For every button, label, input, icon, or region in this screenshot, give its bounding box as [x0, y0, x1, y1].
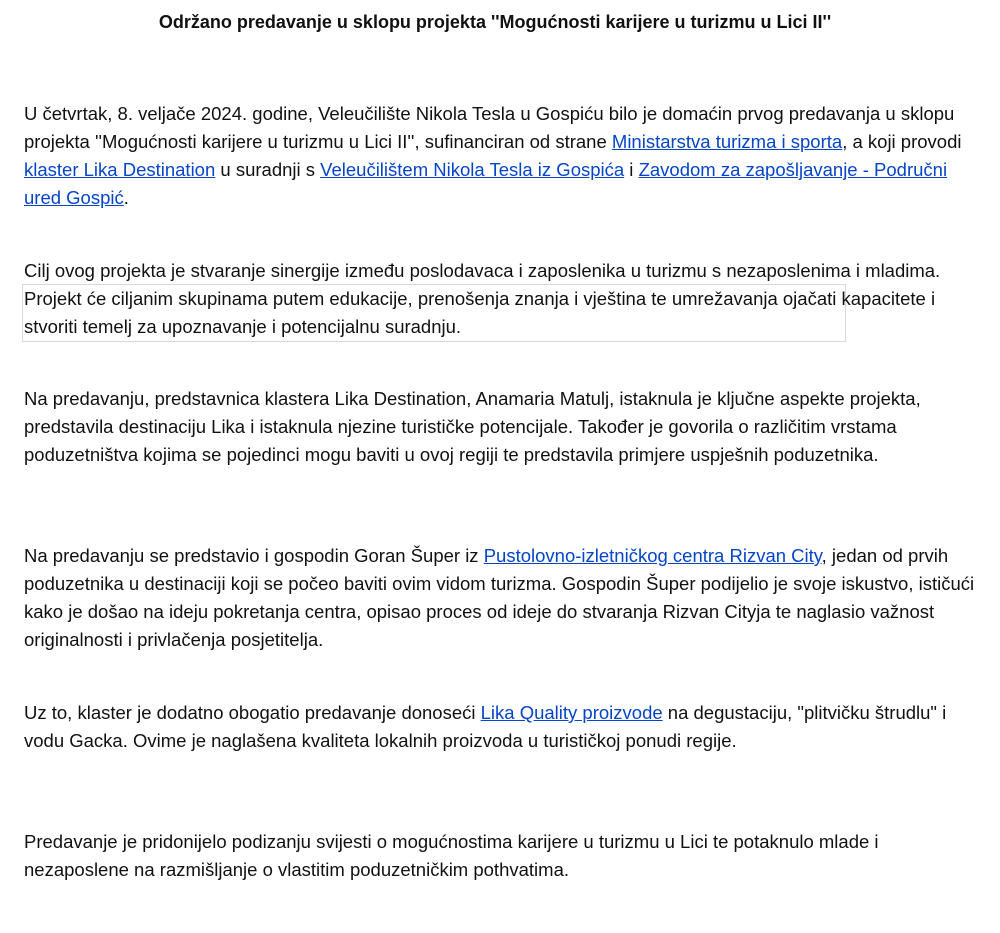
paragraph-text: Na predavanju se predstavio i gospodin Goran Šuper iz [24, 545, 484, 566]
article-title: Održano predavanje u sklopu projekta ''Mogućnosti karijere u turizmu u Lici II'' [158, 12, 832, 32]
link-tesla-polytechnic[interactable]: Veleučilištem Nikola Tesla iz Gospića [320, 159, 625, 180]
link-lika-destination-cluster[interactable]: klaster Lika Destination [24, 159, 216, 180]
paragraph-tasting [24, 699, 976, 755]
paragraph-text: i [624, 159, 639, 180]
paragraph-text: Uz to, klaster je dodatno obogatio predavanje donoseći [24, 702, 481, 723]
paragraph-text: na degustaciju, "plitvičku štrudlu" i vodu Gacka. Ovime je naglašena kvaliteta lokalnih proizvoda u turističkoj ponudi regije. [24, 702, 947, 751]
paragraph-text: U četvrtak, 8. veljače 2024. godine, Veleučilište Nikola Tesla u Gospiću bilo je domaćin prvog predavanja u sklopu projekta ''Mogućnosti karijere u turizmu u Lici II'', sufinanciran od strane [24, 103, 955, 152]
paragraph-goran-super [24, 542, 976, 654]
paragraph-text: . [123, 187, 129, 208]
paragraph-text: u suradnji s [215, 159, 321, 180]
paragraph-intro [24, 100, 976, 212]
link-employment-office[interactable]: Zavodom za zapošljavanje - Područni ured Gospić [24, 159, 948, 208]
paragraph-conclusion: Predavanje je pridonijelo podizanju svijesti o mogućnostima karijere u turizmu u Lici te potaknulo mlade i nezaposlene na razmišljanje o vlastitim poduzetničkim pothvatima. [24, 831, 879, 880]
link-lika-quality-products[interactable]: Lika Quality proizvode [480, 702, 663, 723]
link-ministry-tourism-sport[interactable]: Ministarstva turizma i sporta [611, 131, 843, 152]
paragraph-text: , a koji provodi [842, 131, 962, 152]
paragraph-text: , jedan od prvih poduzetnika u destinaciji koji se počeo baviti ovim vidom turizma. Gospodin Šuper podijelio je svoje iskustvo, ističući kako je došao na ideju pokretanja centra, opisao proces od ideje do stvaranja Rizvan Cityja te naglasio važnost originalnosti i privlačenja posjetitelja. [24, 545, 975, 650]
link-rizvan-city[interactable]: Pustolovno-izletničkog centra Rizvan City [483, 545, 822, 566]
paragraph-project-goal: Cilj ovog projekta je stvaranje sinergije između poslodavaca i zaposlenika u turizmu s nezaposlenima i mladima. Projekt će ciljanim skupinama putem edukacije, prenošenja znanja i vještina te umrežavanja ojačati kapacitete i stvoriti temelj za upoznavanje i potencijalnu suradnju. [24, 260, 941, 337]
paragraph-lecture-presenter: Na predavanju, predstavnica klastera Lika Destination, Anamaria Matulj, istaknula je ključne aspekte projekta, predstavila destinaciju Lika i istaknula njezine turističke potencijale. Također je govorila o različitim vrstama poduzetništva kojima se pojedinci mogu baviti u ovoj regiji te predstavila primjere uspješnih poduzetnika. [24, 388, 921, 465]
